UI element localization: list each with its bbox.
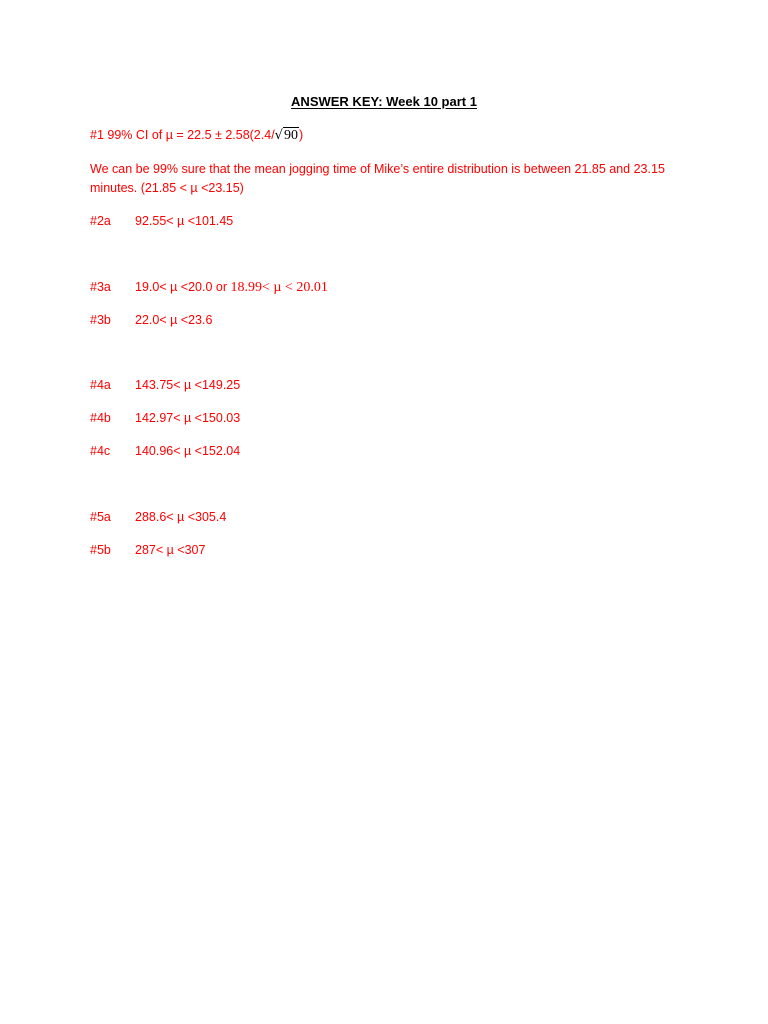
answer-label: #3a (90, 280, 111, 294)
answer-label: #5a (90, 510, 111, 524)
answer-2a (90, 212, 233, 231)
answer-4b (90, 409, 240, 428)
answer-value: 140.96< µ <152.04 (135, 444, 241, 458)
answer-5b (90, 541, 205, 560)
title-text: ANSWER KEY: Week 10 part 1 (291, 94, 477, 109)
answer-4a (90, 376, 240, 395)
answer-value: 92.55< µ <101.45 (135, 214, 234, 228)
answer-1-explanation: We can be 99% sure that the mean jogging time of Mike’s entire distribution is between 21.85 and 23.15 minutes. (21.85 < µ <23.15) (90, 162, 665, 195)
answer-value: 22.0< µ <23.6 (135, 313, 213, 327)
answer-alt-value: 18.99< µ < 20.01 (230, 280, 328, 295)
answer-value: 142.97< µ <150.03 (135, 411, 241, 425)
answer-1-text: #1 99% CI of µ = 22.5 ± 2.58(2.4/ (90, 128, 275, 142)
answer-label: #4c (90, 444, 111, 458)
answer-value: 287< µ <307 (135, 543, 206, 557)
answer-value: 143.75< µ <149.25 (135, 378, 241, 392)
square-root-icon: √ (274, 128, 283, 143)
answer-label: #2a (90, 214, 111, 228)
page-title (0, 94, 768, 109)
answer-5a (90, 508, 226, 527)
answer-label: #5b (90, 543, 111, 557)
answer-value: 288.6< µ <305.4 (135, 510, 227, 524)
answer-label: #4b (90, 411, 111, 425)
answer-3a (90, 278, 328, 297)
answer-value: 19.0< µ <20.0 or (135, 280, 231, 294)
answer-1 (90, 126, 303, 145)
answer-4c (90, 442, 240, 461)
answer-1-close: ) (298, 128, 304, 142)
answer-1-radicand: 90 (283, 128, 298, 143)
answer-label: #4a (90, 378, 111, 392)
answer-3b (90, 311, 212, 330)
answer-label: #3b (90, 313, 111, 327)
